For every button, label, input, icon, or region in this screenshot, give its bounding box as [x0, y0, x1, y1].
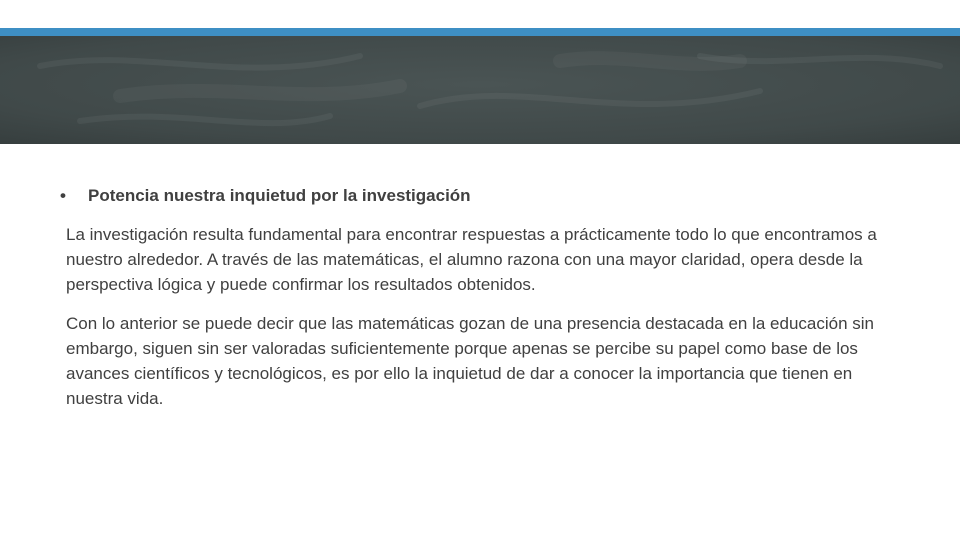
slide-content — [60, 186, 906, 425]
bullet-symbol: • — [60, 186, 66, 205]
paragraph-1: La investigación resulta fundamental para encontrar respuestas a prácticamente todo lo que encontramos a nuestro alrededor. A través de las matemáticas, el alumno razona con una mayor claridad, opera desde la perspectiva lógica y puede confirmar los resultados obtenidos. — [66, 225, 877, 294]
chalkboard-banner — [0, 36, 960, 144]
bullet-heading — [60, 186, 906, 206]
accent-bar — [0, 28, 960, 36]
chalkboard-texture — [0, 36, 960, 144]
top-margin — [0, 0, 960, 28]
bullet-title: Potencia nuestra inquietud por la investigación — [88, 186, 471, 205]
paragraph-2: Con lo anterior se puede decir que las matemáticas gozan de una presencia destacada en la educación sin embargo, siguen sin ser valoradas suficientemente porque apenas se percibe su papel como base de los avances científicos y tecnológicos, es por ello la inquietud de dar a conocer la importancia que tienen en nuestra vida. — [66, 314, 875, 408]
